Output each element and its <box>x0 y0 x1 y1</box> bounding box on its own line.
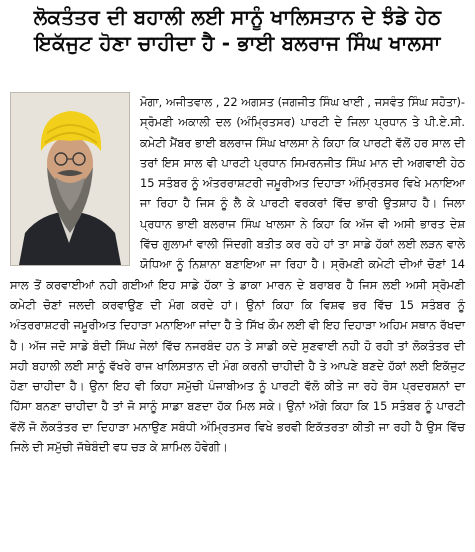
headline-line-2: ਇਕੱਜੁਟ ਹੋਣਾ ਚਾਹੀਦਾ ਹੈ - ਭਾਈ ਬਲਰਾਜ ਸਿੰਘ ਖਾਲਸਾ <box>34 31 441 55</box>
headline-line-1: ਲੋਕਤੰਤਰ ਦੀ ਬਹਾਲੀ ਲਈ ਸਾਨੂੰ ਖਾਲਿਸਤਾਨ ਦੇ ਝੰਡੇ ਹੇਠ <box>33 5 442 29</box>
article-paragraph: ਮੋਗਾ, ਅਜੀਤਵਾਲ , 22 ਅਗਸਤ (ਜਗਜੀਤ ਸਿੰਘ ਖਾਈ , ਜਸਵੰਤ ਸਿੰਘ ਸਹੋਤਾ)- ਸ੍ਰੋਮਣੀ ਅਕਾਲੀ ਦਲ (ਅੰਮ੍ਰਿਤਸਰ) ਪਾਰਟੀ ਦੇ ਜਿਲਾ ਪ੍ਰਧਾਨ ਤੇ ਪੀ.ਏ.ਸੀ. ਕਮੇਟੀ ਮੈਂਬਰ ਭਾਈ ਬਲਰਾਜ ਸਿੰਘ ਖਾਲਸਾ ਨੇ ਕਿਹਾ ਕਿ ਪਾਰਟੀ ਵੱਲੋਂ ਹਰ ਸਾਲ ਦੀ ਤਰਾਂ ਇਸ ਸਾਲ ਵੀ ਪਾਰਟੀ ਪ੍ਰਧਾਨ ਸਿਮਰਨਜੀਤ ਸਿੰਘ ਮਾਨ ਦੀ ਅਗਵਾਈ ਹੇਠ 15 ਸਤੰਬਰ ਨੂੰ ਅੰਤਰਰਾਸ਼ਟਰੀ ਜਮੂਰੀਅਤ ਦਿਹਾੜਾ ਅੰਮ੍ਰਿਤਸਰ ਵਿਖੇ ਮਨਾਇਆ ਜਾ ਰਿਹਾ ਹੈ ਜਿਸ ਨੂੰ ਲੈ ਕੇ ਪਾਰਟੀ ਵਰਕਰਾਂ ਵਿੱਚ ਭਾਰੀ ਉਤਸ਼ਾਹ ਹੈ। ਜਿਲਾ ਪ੍ਰਧਾਨ ਭਾਈ ਬਲਰਾਜ ਸਿੰਘ ਖਾਲਸਾ ਨੇ ਕਿਹਾ ਕਿ ਅੱਜ ਵੀ ਅਸੀ ਭਾਰਤ ਦੇਸ਼ ਵਿੱਚ ਗੁਲਾਮਾਂ ਵਾਲੀ ਜਿੰਦਗੀ ਬਤੀਤ ਕਰ ਰਹੇ ਹਾਂ ਤਾ ਸਾਡੇ ਹੱਕਾਂ ਲਈ ਲੜਨ ਵਾਲੇ ਯੋਧਿਆ ਨੂੰ ਨਿਸ਼ਾਨਾ ਬਣਾਇਆ ਜਾ ਰਿਹਾ ਹੈ। ਸ੍ਰੋਮਣੀ ਕਮੇਟੀ ਦੀਆਂ ਚੋਣਾਂ 14 ਸਾਲ ਤੋਂ ਕਰਵਾਈਆਂ ਨਹੀ ਗਈਆਂ ਇਹ ਸਾਡੇ ਹੱਕਾ ਤੇ ਡਾਕਾ ਮਾਰਨ ਦੇ ਬਰਾਬਰ ਹੈ ਜਿਸ ਲਈ ਅਸੀ ਸ੍ਰੋਮਣੀ ਕਮੇਟੀ ਚੋਣਾਂ ਜਲਦੀ ਕਰਵਾਉਣ ਦੀ ਮੰਗ ਕਰਦੇ ਹਾਂ। ਉਨਾਂ ਕਿਹਾ ਕਿ ਵਿਸ਼ਵ ਭਰ ਵਿੱਚ 15 ਸਤੰਬਰ ਨੂੰ ਅੰਤਰਰਾਸ਼ਟਰੀ ਜਮੂਰੀਅਤ ਦਿਹਾੜਾ ਮਨਾਇਆ ਜਾਂਦਾ ਹੈ ਤੇ ਸਿੱਖ ਕੌਮ ਲਈ ਵੀ ਇਹ ਦਿਹਾੜਾ ਅਹਿਮ ਸਥਾਨ ਰੱਖਦਾ ਹੈ। ਅੱਜ ਜਦੋ ਸਾਡੇ ਬੰਦੀ ਸਿੰਘ ਜੇਲਾਂ ਵਿੱਚ ਨਜਰਬੰਦ ਹਨ ਤੇ ਸਾਡੀ ਕਦੇ ਸੁਣਵਾਈ ਨਹੀ ਹੋ ਰਹੀ ਤਾਂ ਲੋਕਤੰਤਰ ਦੀ ਸਹੀ ਬਹਾਲੀ ਲਈ ਸਾਨੂੰ ਵੱਖਰੇ ਰਾਜ ਖਾਲਿਸਤਾਨ ਦੀ ਮੰਗ ਕਰਨੀ ਚਾਹੀਦੀ ਹੈ ਤੇ ਆਪਣੇ ਬਣਦੇ ਹੱਕਾਂ ਲਈ ਇਕੱਜੁਟ ਹੋਣਾ ਚਾਹੀਦਾ ਹੈ। ਉਨਾ ਇਹ ਵੀ ਕਿਹਾ ਸਮੁੱਚੀ ਪੰਜਾਬੀਅਤ ਨੂੰ ਪਾਰਟੀ ਵੱਲੋ ਕੀਤੇ ਜਾ ਰਹੇ ਰੋਸ ਪ੍ਰਦਰਸ਼ਨਾਂ ਦਾ ਹਿੱਸਾ ਬਨਣਾ ਚਾਹੀਦਾ ਹੈ ਤਾਂ ਜੋ ਸਾਨੂੰ ਸਾਡਾ ਬਣਦਾ ਹੱਕ ਮਿਲ ਸਕੇ। ਉਨਾਂ ਅੱਗੇ ਕਿਹਾ ਕਿ 15 ਸਤੰਬਰ ਨੂੰ ਪਾਰਟੀ ਵੱਲੋਂ ਜੋ ਲੋਕਤੰਤਰ ਦਾ ਦਿਹਾੜਾ ਮਨਾਉਣ ਸਬੰਧੀ ਅੰਮ੍ਰਿਤਸਰ ਵਿਖੇ ਭਰਵੀ ਇਕੱਤਰਤਾ ਕੀਤੀ ਜਾ ਰਹੀ ਹੈ ਉਸ ਵਿੱਚ ਜਿਲੇ ਦੀ ਸਮੁੱਚੀ ਜੱਥੇਬੰਦੀ ਵਧ ਚੜ ਕੇ ਸ਼ਾਮਿਲ ਹੋਵੇਗੀ। <box>10 95 465 455</box>
portrait-photo <box>10 92 130 266</box>
portrait-illustration <box>11 93 129 265</box>
